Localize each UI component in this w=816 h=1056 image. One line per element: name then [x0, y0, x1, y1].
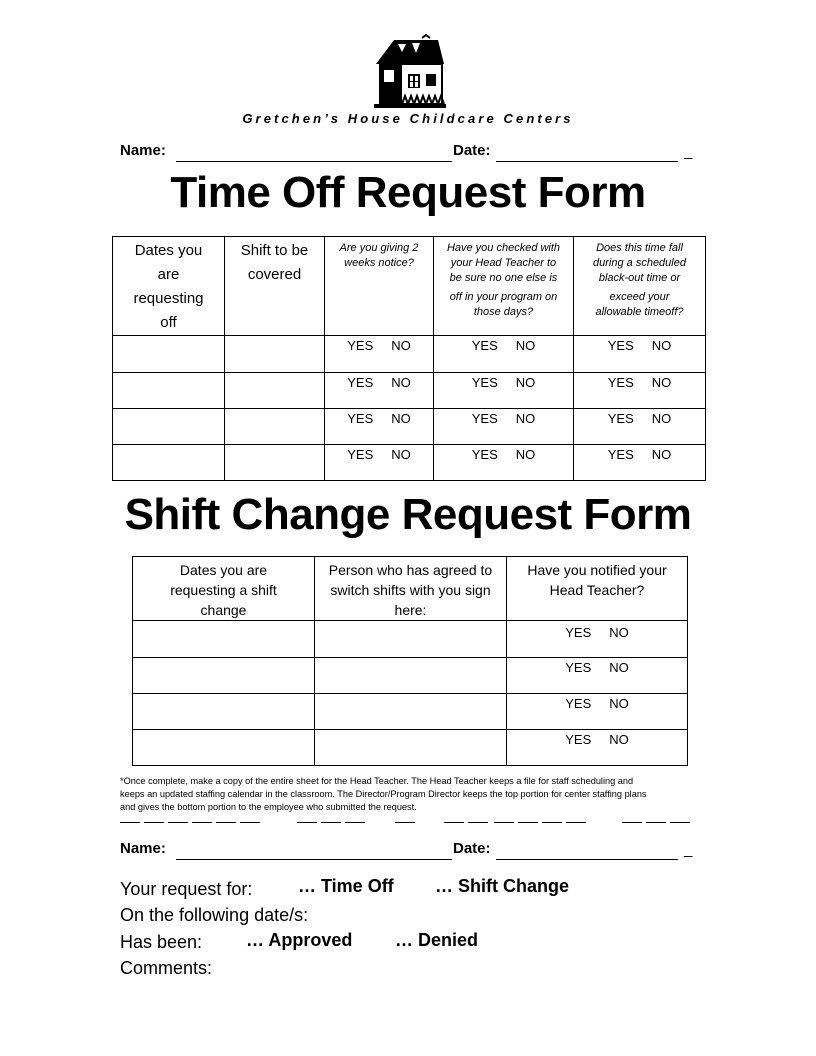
table-row [113, 445, 706, 481]
cut-line [120, 816, 700, 824]
yes-no-cell[interactable]: YES NO [434, 336, 574, 373]
dates-cell[interactable] [133, 658, 315, 694]
header-shift-covered: Shift to be covered [225, 237, 325, 336]
table-row [133, 730, 688, 766]
name-date-line-bottom [0, 840, 816, 862]
yes-no-cell[interactable]: YES NO [325, 409, 434, 445]
yes-no-cell[interactable]: YES NO [507, 694, 688, 730]
dates-cell[interactable] [133, 730, 315, 766]
header-person-agreed: Person who has agreed to switch shifts with you sign here: [315, 557, 507, 621]
yes-no-cell[interactable]: YES NO [507, 730, 688, 766]
dates-cell[interactable] [133, 621, 315, 658]
time-off-title: Time Off Request Form [170, 168, 646, 217]
footnote: *Once complete, make a copy of the entire sheet for the Head Teacher. The Head Teacher keeps a file for staff scheduling and keeps an updated staffing calendar in the classroom. The Director/Program Director keeps the top portion for center staffing plans and gives the bottom portion to the employee who submitted the request. [120, 776, 647, 812]
shift-change-title: Shift Change Request Form [124, 490, 692, 539]
name-field[interactable] [176, 161, 452, 162]
yes-no-cell[interactable]: YES NO [325, 373, 434, 409]
signature-cell[interactable] [315, 694, 507, 730]
yes-no-cell[interactable]: YES NO [434, 373, 574, 409]
table-row [113, 336, 706, 373]
yes-no-cell[interactable]: YES NO [434, 445, 574, 481]
shift-cell[interactable] [225, 336, 325, 373]
dates-cell[interactable] [113, 336, 225, 373]
date-label: Date: [453, 142, 491, 159]
dates-cell[interactable] [113, 445, 225, 481]
has-been-label: Has been: [120, 932, 203, 952]
name-field[interactable] [176, 859, 452, 860]
shift-cell[interactable] [225, 409, 325, 445]
option-shift-change[interactable]: … Shift Change [435, 876, 569, 896]
header-dates-shift-change: Dates you are requesting a shift change [133, 557, 315, 621]
dates-label: On the following date/s: [120, 905, 309, 925]
date-label: Date: [453, 840, 491, 857]
header-dates-off: Dates you are requesting off [113, 237, 225, 336]
dates-cell[interactable] [133, 694, 315, 730]
shift-change-table [132, 556, 688, 766]
table-row [133, 694, 688, 730]
yes-no-cell[interactable]: YES NO [574, 373, 706, 409]
yes-no-cell[interactable]: YES NO [325, 445, 434, 481]
yes-no-cell[interactable]: YES NO [507, 658, 688, 694]
signature-cell[interactable] [315, 621, 507, 658]
table-row [113, 409, 706, 445]
dates-cell[interactable] [113, 373, 225, 409]
name-date-line-top [0, 142, 816, 164]
shift-change-header-row [133, 557, 688, 621]
dates-cell[interactable] [113, 409, 225, 445]
header-blackout-time: Does this time fall during a scheduled black-out time or exceed your allowable timeoff? [574, 237, 706, 336]
request-for-label: Your request for: [120, 879, 253, 899]
time-off-header-row [113, 237, 706, 336]
house-icon [372, 34, 448, 110]
option-approved[interactable]: … Approved [246, 930, 353, 950]
yes-no-cell[interactable]: YES NO [574, 336, 706, 373]
yes-no-cell[interactable]: YES NO [574, 445, 706, 481]
option-time-off[interactable]: … Time Off [298, 876, 394, 896]
date-tail: _ [684, 143, 693, 160]
date-field[interactable] [496, 859, 678, 860]
header-two-weeks-notice: Are you giving 2 weeks notice? [325, 237, 434, 336]
shift-cell[interactable] [225, 445, 325, 481]
name-label: Name: [120, 840, 166, 857]
organization-name: Gretchen’s House Childcare Centers [242, 111, 574, 126]
header-checked-head-teacher: Have you checked with your Head Teacher to be sure no one else is off in your program on those days? [434, 237, 574, 336]
yes-no-cell[interactable]: YES NO [434, 409, 574, 445]
comments-label: Comments: [120, 958, 213, 978]
name-label: Name: [120, 142, 166, 159]
header-notified-head-teacher: Have you notified your Head Teacher? [507, 557, 688, 621]
yes-no-cell[interactable]: YES NO [325, 336, 434, 373]
date-tail: _ [684, 841, 693, 858]
table-row [113, 373, 706, 409]
signature-cell[interactable] [315, 658, 507, 694]
yes-no-cell[interactable]: YES NO [574, 409, 706, 445]
table-row [133, 621, 688, 658]
date-field[interactable] [496, 161, 678, 162]
signature-cell[interactable] [315, 730, 507, 766]
table-row [133, 658, 688, 694]
time-off-table [112, 236, 706, 481]
shift-cell[interactable] [225, 373, 325, 409]
yes-no-cell[interactable]: YES NO [507, 621, 688, 658]
option-denied[interactable]: … Denied [395, 930, 479, 950]
